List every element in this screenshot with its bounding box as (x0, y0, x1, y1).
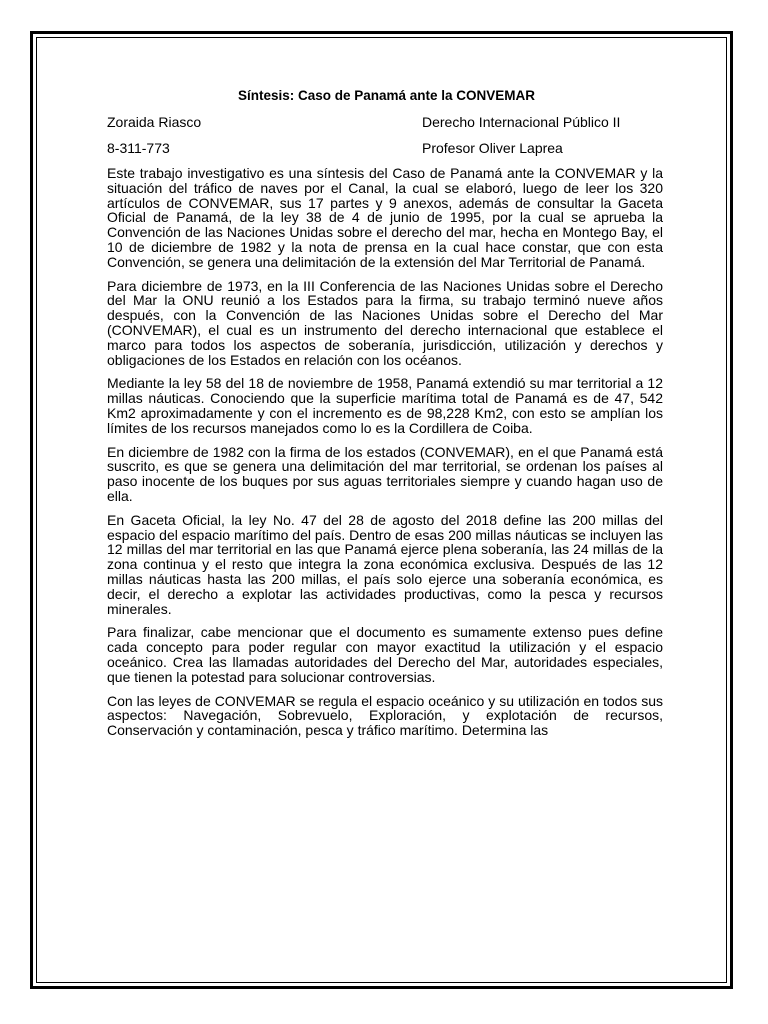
paragraph: Este trabajo investigativo es una síntesis del Caso de Panamá ante la CONVEMAR y la situación del tráfico de naves por el Canal, la cual se elaboró, luego de leer los 320 artículos de CONVEMAR, sus 17 partes y 9 anexos, además de consultar la Gaceta Oficial de Panamá, de la ley 38 de 4 de junio de 1995, por la cual se aprueba la Convención de las Naciones Unidas sobre el derecho del mar, hecha en Montego Bay, el 10 de diciembre de 1982 y la nota de prensa en la cual hace constar, que con esta Convención, se genera una delimitación de la extensión del Mar Territorial de Panamá. (107, 165, 663, 270)
paragraph: En Gaceta Oficial, la ley No. 47 del 28 de agosto del 2018 define las 200 millas del espacio del espacio marítimo del país. Dentro de esas 200 millas náuticas se incluyen las 12 millas del mar territorial en las que Panamá ejerce plena soberanía, las 24 millas de la zona continua y el resto que integra la zona económica exclusiva. Después de las 12 millas náuticas hasta las 200 millas, el país solo ejerce una soberanía económica, es decir, el derecho a explotar las actividades productivas, como la pesca y recursos minerales. (107, 511, 663, 617)
professor-name: Profesor Oliver Laprea (422, 140, 563, 156)
paragraph: Con las leyes de CONVEMAR se regula el espacio oceánico y su utilización en todos sus aspectos: Navegación, Sobrevuelo, Exploración, y explotación de recursos, Conservación y contaminación, pesca y tráfico marítimo. Determina las (107, 692, 663, 739)
student-id: 8-311-773 (107, 140, 170, 156)
author-name: Zoraida Riasco (107, 114, 202, 130)
course-name: Derecho Internacional Público II (422, 114, 621, 130)
paragraph: Mediante la ley 58 del 18 de noviembre de 1958, Panamá extendió su mar territorial a 12 millas náuticas. Conociendo que la superficie marítima total de Panamá es de 47, 542 Km2 aproximadamente y con el incremento es de 98,228 Km2, con esto se amplían los límites de los recursos manejados como lo es la Cordillera de Coiba. (107, 375, 663, 436)
paragraph: Para diciembre de 1973, en la III Conferencia de las Naciones Unidas sobre el Derecho del Mar la ONU reunió a los Estados para la firma, su trabajo terminó nueve años después, con la Convención de las Naciones Unidas sobre el Derecho del Mar (CONVEMAR), el cual es un instrumento del derecho internacional que establece el marco para todos los aspectos de soberanía, jurisdicción, utilización y derechos y obligaciones de los Estados en relación con los océanos. (107, 277, 663, 368)
document-title: Síntesis: Caso de Panamá ante la CONVEMAR (237, 88, 536, 103)
meta-row-author (107, 114, 663, 130)
document-body (107, 88, 663, 747)
paragraph: Para finalizar, cabe mencionar que el documento es sumamente extenso pues define cada concepto para poder regular con mayor exactitud la utilización y el espacio oceánico. Crea las llamadas autoridades del Derecho del Mar, autoridades especiales, que tienen la potestad para solucionar controversias. (107, 624, 663, 685)
paragraph: En diciembre de 1982 con la firma de los estados (CONVEMAR), en el que Panamá está suscrito, es que se genera una delimitación del mar territorial, se ordenan los países al paso inocente de los buques por sus aguas territoriales siempre y cuando hagan uso de ella. (107, 443, 663, 504)
meta-row-id (107, 140, 663, 156)
